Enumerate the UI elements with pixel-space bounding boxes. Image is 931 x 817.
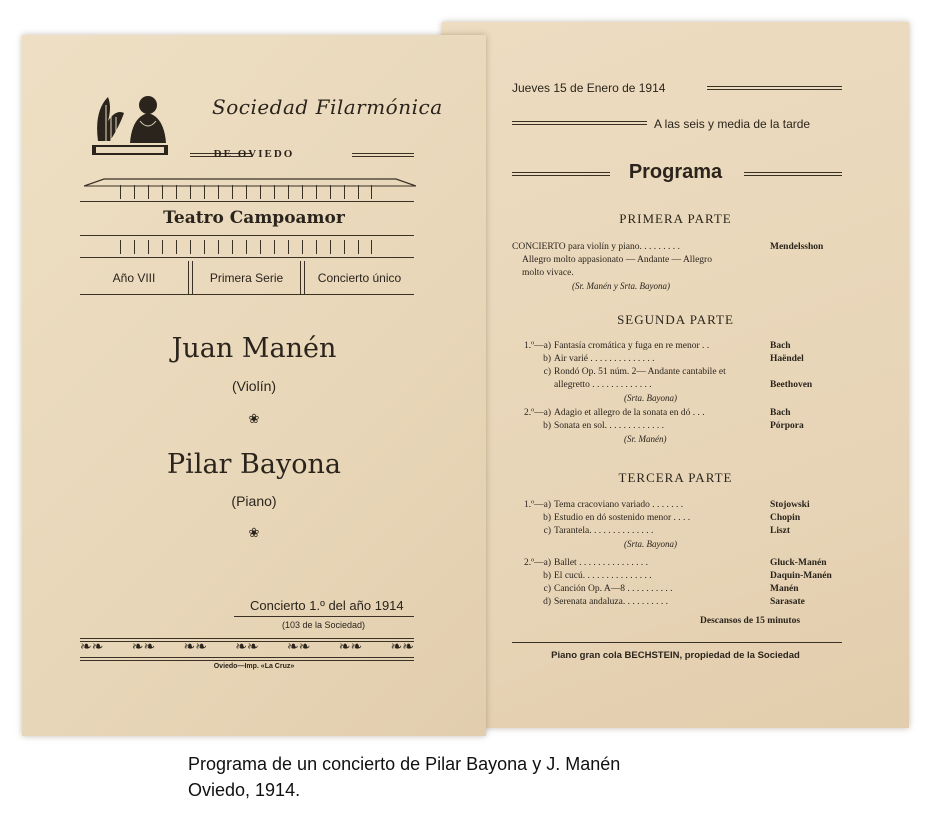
program-row — [512, 500, 842, 510]
theatre-name: Teatro Campoamor — [163, 208, 345, 228]
row-composer: Beethoven — [770, 380, 813, 390]
row-number: d) — [543, 597, 551, 607]
caption-line-2: Oviedo, 1914. — [188, 780, 301, 800]
performer-note: (Srta. Bayona) — [624, 539, 677, 549]
program-row — [512, 526, 842, 536]
performer-piano: Pilar Bayona — [167, 449, 341, 480]
row-work: El cucú. . . . . . . . . . . . . . . — [554, 571, 652, 581]
program-row — [512, 380, 842, 390]
row-composer: Daquin-Manén — [770, 571, 832, 581]
row-composer: Haëndel — [770, 354, 804, 364]
divider — [80, 201, 414, 202]
concert-date: Jueves 15 de Enero de 1914 — [512, 81, 666, 95]
program-row — [512, 571, 842, 581]
row-work: Tarantela. . . . . . . . . . . . . . — [554, 526, 654, 536]
row-work: Rondó Op. 51 núm. 2— Andante cantabile et — [554, 367, 726, 377]
performer-note: (Sr. Manén) — [624, 434, 667, 444]
row-composer: Liszt — [770, 526, 791, 536]
row-work: Adagio et allegro de la sonata en dó . . . — [554, 408, 705, 418]
caption-line-1: Programa de un concierto de Pilar Bayona y J. Manén — [188, 754, 621, 774]
program-row — [512, 558, 842, 568]
program-row — [512, 408, 842, 418]
performer-note: (Sr. Manén y Srta. Bayona) — [572, 281, 670, 291]
row-number: b) — [543, 513, 551, 523]
flower-ornament-icon: ❀ — [248, 411, 260, 426]
row-composer: Chopin — [770, 513, 801, 523]
divider — [352, 153, 414, 157]
program-row — [522, 268, 852, 278]
performer-note: (Srta. Bayona) — [624, 393, 677, 403]
row-number: c) — [543, 584, 551, 594]
row-work: Estudio en dó sostenido menor . . . . — [554, 513, 691, 523]
performer-violin: Juan Manén — [171, 333, 337, 364]
row-number: 1.º—a) — [524, 500, 551, 510]
part-heading: PRIMERA PARTE — [619, 211, 732, 226]
piano-note: Piano gran cola BECHSTEIN, propiedad de la Sociedad — [551, 650, 800, 661]
divider — [744, 172, 842, 176]
series-label: Primera Serie — [209, 271, 284, 285]
society-concert-number: (103 de la Sociedad) — [282, 620, 366, 630]
leaf-ornament-icon: ❧❧ ❧❧ ❧❧ ❧❧ ❧❧ ❧❧ ❧❧ — [80, 640, 414, 655]
row-number — [512, 380, 554, 390]
row-composer: Mendelsshon — [770, 242, 824, 252]
program-row — [512, 242, 842, 252]
row-composer: Sarasate — [770, 597, 805, 607]
divider — [512, 121, 647, 125]
row-composer — [780, 268, 852, 278]
row-work: allegretto . . . . . . . . . . . . . — [554, 380, 652, 390]
divider — [512, 642, 842, 643]
row-composer: Pórpora — [770, 421, 804, 431]
divider — [234, 616, 414, 617]
intermission-note: Descansos de 15 minutos — [700, 616, 801, 626]
concert-time: A las seis y media de la tarde — [654, 117, 811, 131]
divider — [80, 235, 414, 236]
row-work: CONCIERTO para violín y piano. . . . . . . . . — [512, 242, 680, 252]
row-composer: Manén — [770, 584, 799, 594]
instrument-piano: (Piano) — [231, 493, 277, 509]
program-title: Programa — [628, 161, 723, 183]
row-work: Air varié . . . . . . . . . . . . . . — [554, 354, 655, 364]
society-name: Sociedad Filarmónica — [212, 95, 443, 119]
divider — [80, 657, 414, 661]
divider — [80, 257, 414, 258]
concert-number: Concierto 1.º del año 1914 — [250, 598, 404, 613]
row-number: c) — [543, 367, 551, 377]
row-composer — [780, 255, 852, 265]
row-composer: Stojowski — [770, 500, 810, 510]
program-row — [512, 341, 842, 351]
ornament-border — [120, 185, 372, 199]
divider — [707, 86, 842, 90]
row-composer: Bach — [770, 341, 791, 351]
program-row — [512, 367, 842, 377]
row-work: Ballet . . . . . . . . . . . . . . . — [554, 558, 648, 568]
row-number: 2.º—a) — [524, 408, 551, 418]
concert-type-label: Concierto único — [317, 271, 402, 285]
row-number: b) — [543, 571, 551, 581]
row-work: Fantasía cromática y fuga en re menor . . — [554, 341, 710, 351]
cover-sheet — [22, 35, 486, 736]
row-composer — [770, 367, 842, 377]
flower-ornament-icon: ❀ — [248, 525, 260, 540]
program-row — [512, 597, 842, 607]
row-number: 2.º—a) — [524, 558, 551, 568]
ornament-border — [120, 240, 372, 254]
row-number: 1.º—a) — [524, 341, 551, 351]
society-city: DE OVIEDO — [213, 148, 295, 160]
row-number: c) — [543, 526, 551, 536]
printer-credit: Oviedo—Imp. «La Cruz» — [213, 663, 295, 670]
row-work: Tema cracoviano variado . . . . . . . — [554, 500, 684, 510]
program-row — [512, 513, 842, 523]
row-number: b) — [543, 421, 551, 431]
program-row — [522, 255, 852, 265]
part-heading: SEGUNDA PARTE — [617, 312, 734, 327]
part-heading: TERCERA PARTE — [618, 470, 733, 485]
instrument-violin: (Violín) — [231, 378, 277, 394]
row-composer: Bach — [770, 408, 791, 418]
row-composer: Gluck-Manén — [770, 558, 827, 568]
row-work: molto vivace. — [522, 268, 574, 278]
row-work: Allegro molto appasionato — Andante — Allegro — [522, 255, 712, 265]
row-work: Sonata en sol. . . . . . . . . . . . . — [554, 421, 665, 431]
program-row — [512, 421, 842, 431]
season-label: Año VIII — [112, 271, 156, 285]
program-sheet — [442, 22, 909, 728]
program-row — [512, 584, 842, 594]
program-row — [512, 354, 842, 364]
row-work: Serenata andaluza. . . . . . . . . . — [554, 597, 668, 607]
row-work: Canción Op. A—8 . . . . . . . . . . — [554, 584, 673, 594]
row-number: b) — [543, 354, 551, 364]
